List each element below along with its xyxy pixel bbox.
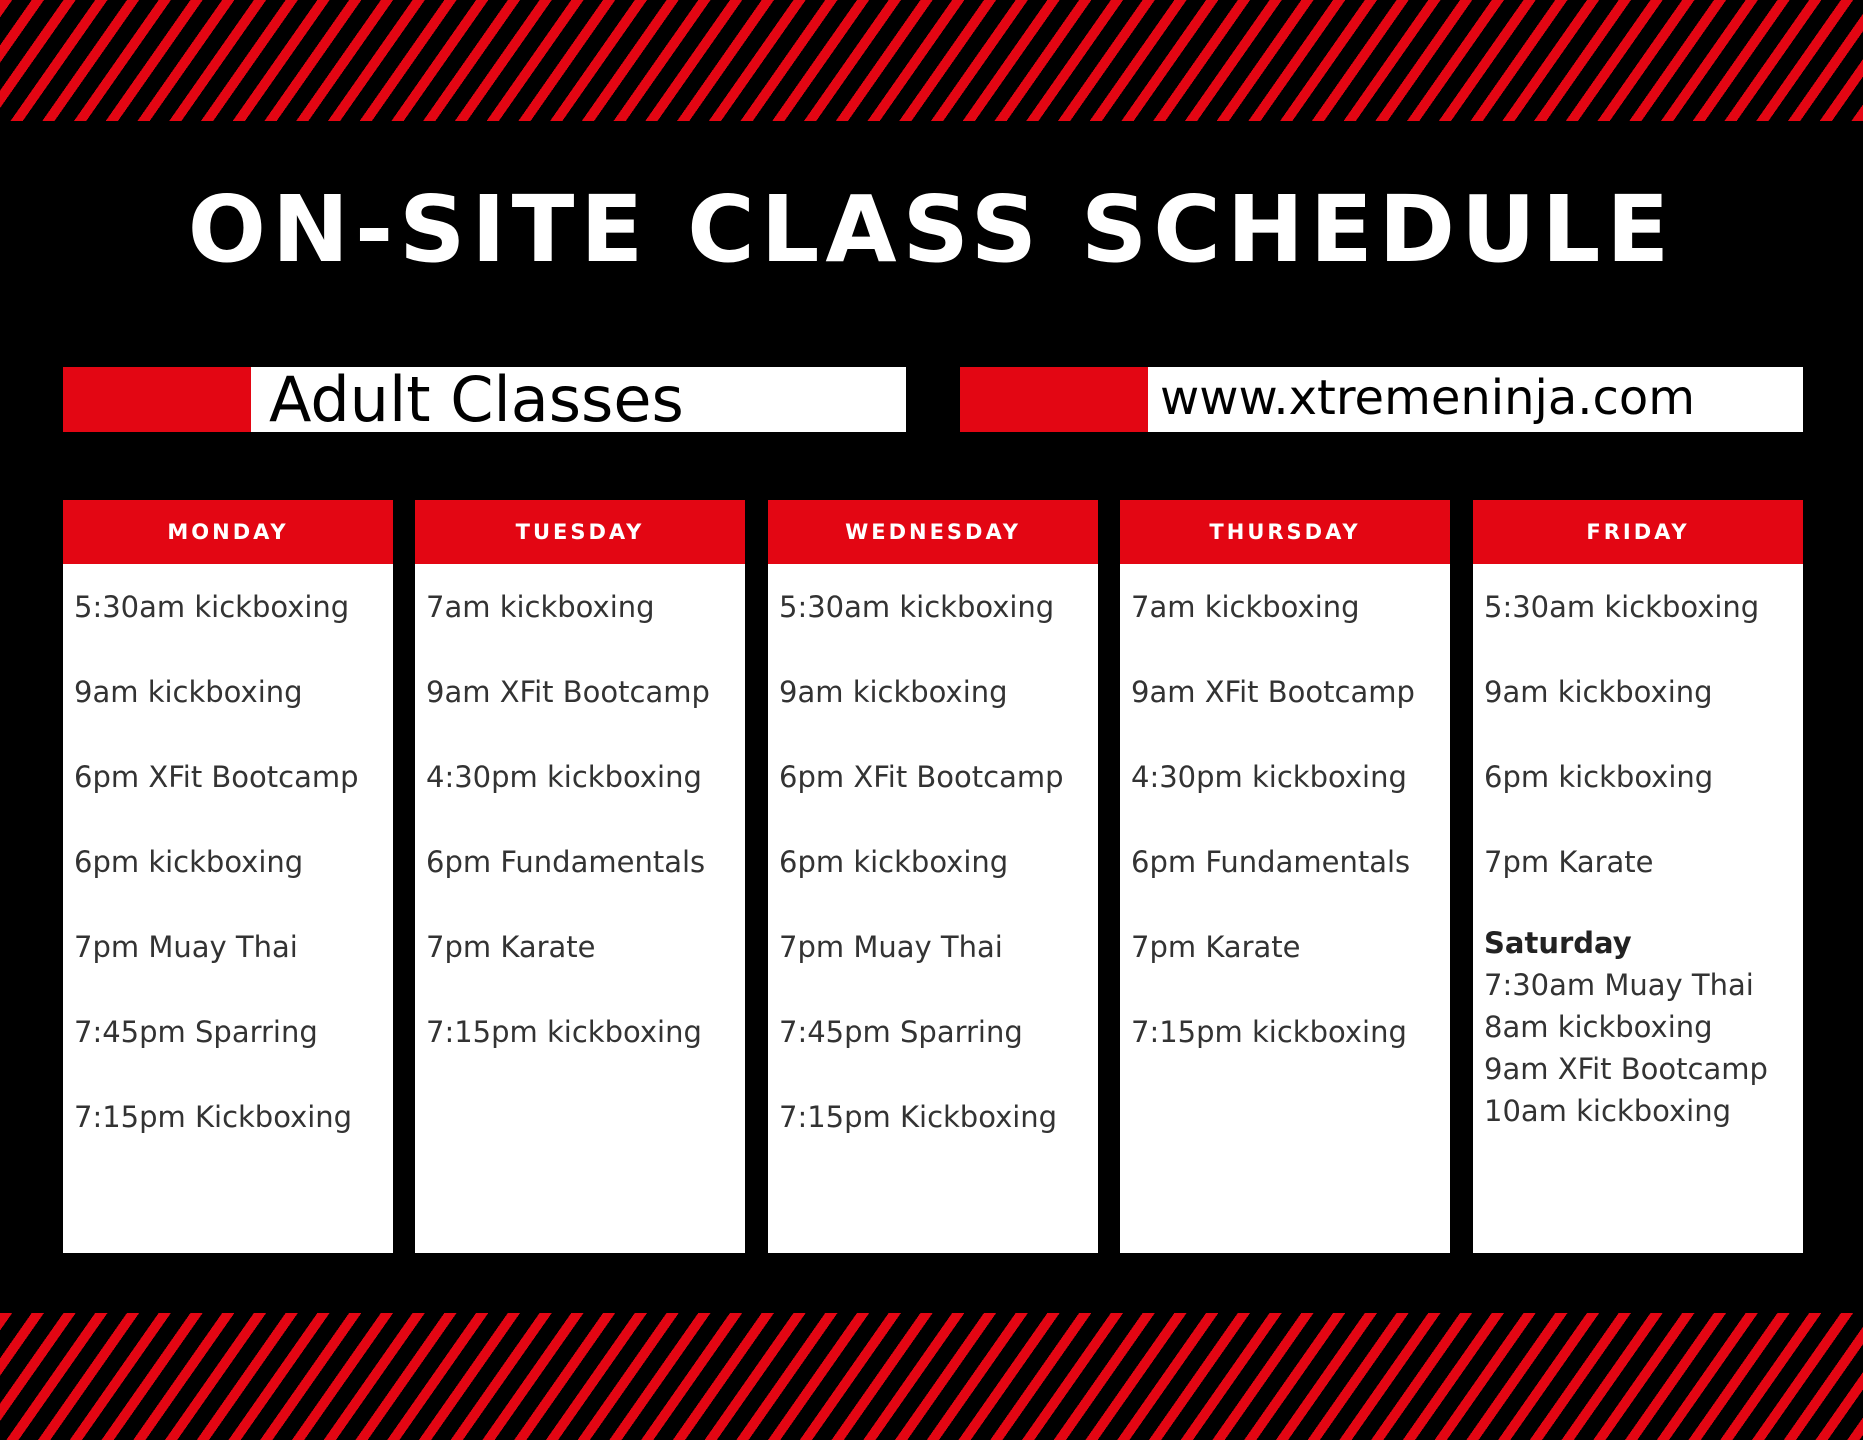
day-column-monday xyxy=(63,500,393,1253)
day-header: WEDNESDAY xyxy=(768,500,1098,564)
day-column-friday xyxy=(1473,500,1803,1253)
class-item: 6pm XFit Bootcamp xyxy=(779,760,1064,794)
top-stripe-band xyxy=(0,0,1863,121)
website-banner xyxy=(960,367,1803,432)
saturday-class-item: 8am kickboxing xyxy=(1484,1010,1713,1044)
class-item: 7am kickboxing xyxy=(426,590,655,624)
class-item: 4:30pm kickboxing xyxy=(1131,760,1407,794)
class-item: 9am XFit Bootcamp xyxy=(1131,675,1415,709)
saturday-class-item: 7:30am Muay Thai xyxy=(1484,968,1754,1002)
website-url: www.xtremeninja.com xyxy=(1160,370,1696,426)
class-list xyxy=(768,564,1098,1177)
class-item: 7:45pm Sparring xyxy=(779,1015,1023,1049)
class-item: 6pm kickboxing xyxy=(779,845,1009,879)
class-list xyxy=(63,564,393,1177)
adult-classes-banner xyxy=(63,363,906,436)
class-item: 9am kickboxing xyxy=(779,675,1008,709)
class-item: 6pm XFit Bootcamp xyxy=(74,760,359,794)
saturday-heading: Saturday xyxy=(1484,926,1632,960)
class-item: 7pm Muay Thai xyxy=(779,930,1003,964)
day-column-wednesday xyxy=(768,500,1098,1253)
day-column-tuesday xyxy=(415,500,745,1253)
class-item: 7:15pm Kickboxing xyxy=(74,1100,353,1134)
saturday-class-item: 10am kickboxing xyxy=(1484,1094,1731,1128)
class-item: 9am XFit Bootcamp xyxy=(426,675,710,709)
class-item: 7:15pm Kickboxing xyxy=(779,1100,1058,1134)
class-list xyxy=(1473,564,1803,1132)
class-item: 6pm kickboxing xyxy=(74,845,304,879)
banner-red-block xyxy=(63,367,251,432)
poster-title: ON-SITE CLASS SCHEDULE xyxy=(187,176,1676,283)
class-list xyxy=(1120,564,1450,1092)
class-item: 5:30am kickboxing xyxy=(779,590,1055,624)
day-header: THURSDAY xyxy=(1120,500,1450,564)
class-item: 9am kickboxing xyxy=(74,675,303,709)
class-item: 7am kickboxing xyxy=(1131,590,1360,624)
class-item: 5:30am kickboxing xyxy=(74,590,350,624)
class-item: 7pm Karate xyxy=(426,930,596,964)
class-item: 6pm kickboxing xyxy=(1484,760,1714,794)
class-item: 9am kickboxing xyxy=(1484,675,1713,709)
day-header: TUESDAY xyxy=(415,500,745,564)
class-item: 5:30am kickboxing xyxy=(1484,590,1760,624)
day-column-thursday xyxy=(1120,500,1450,1253)
class-list xyxy=(415,564,745,1092)
day-header: FRIDAY xyxy=(1473,500,1803,564)
class-item: 6pm Fundamentals xyxy=(1131,845,1411,879)
class-item: 7:45pm Sparring xyxy=(74,1015,318,1049)
class-item: 4:30pm kickboxing xyxy=(426,760,702,794)
banner-red-block xyxy=(960,367,1148,432)
class-item: 7:15pm kickboxing xyxy=(1131,1015,1407,1049)
bottom-stripe-band xyxy=(0,1313,1863,1440)
class-item: 7pm Muay Thai xyxy=(74,930,298,964)
class-item: 6pm Fundamentals xyxy=(426,845,706,879)
class-item: 7pm Karate xyxy=(1131,930,1301,964)
saturday-class-item: 9am XFit Bootcamp xyxy=(1484,1052,1768,1086)
day-header: MONDAY xyxy=(63,500,393,564)
class-item: 7:15pm kickboxing xyxy=(426,1015,702,1049)
adult-classes-label: Adult Classes xyxy=(269,363,684,436)
class-item: 7pm Karate xyxy=(1484,845,1654,879)
